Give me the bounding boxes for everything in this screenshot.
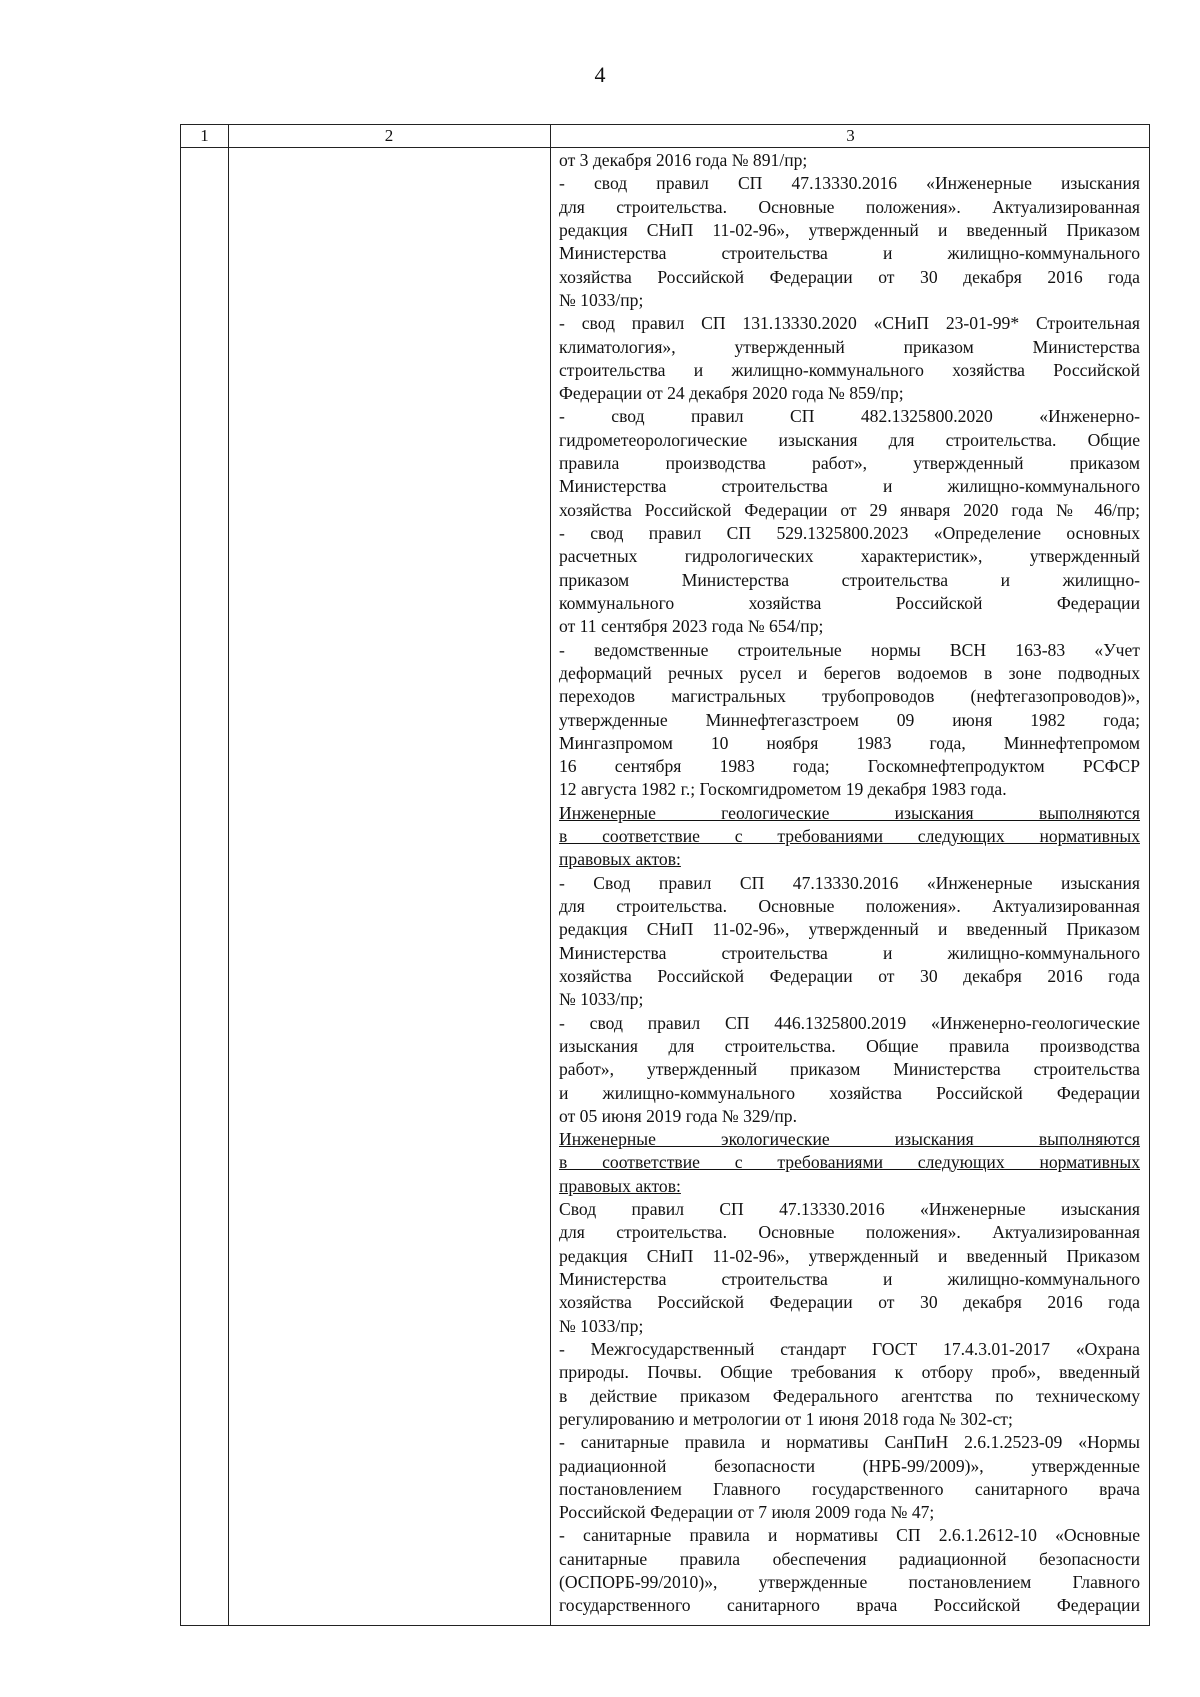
text-line: Министерства строительства и жилищно-коммунального — [559, 942, 1140, 963]
column-3-content — [559, 149, 1140, 1618]
column-divider — [550, 125, 551, 1625]
text-line: от 05 июня 2019 года № 329/пр. — [559, 1105, 797, 1126]
text-line: Свод правил СП 47.13330.2016 «Инженерные изыскания — [559, 1199, 1140, 1220]
text-line: Инженерные геологические изыскания выполняются — [559, 802, 1140, 823]
text-line: приказом Министерства строительства и жилищно- — [559, 569, 1140, 590]
column-header-3: 3 — [846, 126, 855, 145]
column-header-1: 1 — [200, 126, 209, 145]
text-line: Министерства строительства и жилищно-коммунального — [559, 243, 1140, 264]
text-line: правовых актов: — [559, 849, 681, 870]
text-line: гидрометеорологические изыскания для строительства. Общие — [559, 429, 1140, 450]
text-line: № 1033/пр; — [559, 289, 644, 310]
text-line: для строительства. Основные положения». Актуализированная — [559, 1222, 1140, 1243]
text-line: правовых актов: — [559, 1175, 681, 1196]
text-line: Мингазпромом 10 ноября 1983 года, Миннефтепромом — [559, 732, 1140, 753]
text-line: регулированию и метрологии от 1 июня 2018 года № 302-ст; — [559, 1408, 1013, 1429]
header-divider — [181, 147, 1149, 148]
text-line: № 1033/пр; — [559, 989, 644, 1010]
text-line: строительства и жилищно-коммунального хозяйства Российской — [559, 359, 1140, 380]
text-line: № 1033/пр; — [559, 1315, 644, 1336]
text-line: Инженерные экологические изыскания выполняются — [559, 1129, 1140, 1150]
document-table — [180, 124, 1150, 1626]
text-line: хозяйства Российской Федерации от 30 декабря 2016 года — [559, 1292, 1140, 1313]
text-line: в соответствие с требованиями следующих нормативных — [559, 1152, 1140, 1173]
page-number: 4 — [594, 62, 606, 87]
text-line: переходов магистральных трубопроводов (нефтегазопроводов)», — [559, 686, 1140, 707]
text-line: - санитарные правила и нормативы СанПиН 2.6.1.2523-09 «Нормы — [559, 1432, 1140, 1453]
column-header-2: 2 — [384, 126, 394, 145]
text-line: и жилищно-коммунального хозяйства Российской Федерации — [559, 1082, 1140, 1103]
text-line: в соответствие с требованиями следующих нормативных — [559, 826, 1140, 847]
text-line: - свод правил СП 446.1325800.2019 «Инженерно-геологические — [559, 1012, 1140, 1033]
text-line: хозяйства Российской Федерации от 29 января 2020 года № 46/пр; — [559, 499, 1140, 520]
text-line: - санитарные правила и нормативы СП 2.6.1.2612-10 «Основные — [559, 1525, 1140, 1546]
text-line: (ОСПОРБ-99/2010)», утвержденные постановлением Главного — [559, 1572, 1140, 1593]
text-line: расчетных гидрологических характеристик», утвержденный — [559, 546, 1140, 567]
text-line: для строительства. Основные положения». Актуализированная — [559, 896, 1140, 916]
text-line: редакция СНиП 11-02-96», утвержденный и введенный Приказом — [559, 919, 1140, 940]
text-line: редакция СНиП 11-02-96», утвержденный и введенный Приказом — [559, 219, 1140, 240]
text-line: природы. Почвы. Общие требования к отбору проб», введенный — [559, 1362, 1140, 1383]
text-line: хозяйства Российской Федерации от 30 декабря 2016 года — [559, 965, 1140, 986]
text-line: правила производства работ», утвержденный приказом — [559, 453, 1140, 474]
text-line: деформаций речных русел и берегов водоемов в зоне подводных — [559, 662, 1140, 683]
text-line: редакция СНиП 11-02-96», утвержденный и введенный Приказом — [559, 1245, 1140, 1266]
text-line: изыскания для строительства. Общие правила производства — [559, 1035, 1140, 1056]
text-line: - ведомственные строительные нормы ВСН 163-83 «Учет — [559, 639, 1140, 660]
text-line: хозяйства Российской Федерации от 30 декабря 2016 года — [559, 266, 1140, 287]
text-line: климатология», утвержденный приказом Министерства — [559, 336, 1140, 357]
text-line: Российской Федерации от 7 июля 2009 года № 47; — [559, 1502, 935, 1523]
text-line: санитарные правила обеспечения радиационной безопасности — [559, 1548, 1140, 1569]
column-divider — [228, 125, 229, 1625]
text-line: в действие приказом Федерального агентства по техническому — [559, 1385, 1140, 1406]
text-line: радиационной безопасности (НРБ-99/2009)», утвержденные — [559, 1455, 1140, 1476]
text-line: работ», утвержденный приказом Министерства строительства — [559, 1059, 1140, 1080]
text-line: Федерации от 24 декабря 2020 года № 859/пр; — [559, 383, 904, 404]
text-line: 12 августа 1982 г.; Госкомгидрометом 19 декабря 1983 года. — [559, 779, 1007, 800]
text-line: 16 сентября 1983 года; Госкомнефтепродуктом РСФСР — [559, 756, 1140, 777]
text-line: Министерства строительства и жилищно-коммунального — [559, 1269, 1140, 1289]
text-line: от 11 сентября 2023 года № 654/пр; — [559, 616, 824, 637]
text-line: - свод правил СП 47.13330.2016 «Инженерные изыскания — [559, 173, 1140, 194]
text-line: - свод правил СП 131.13330.2020 «СНиП 23-01-99* Строительная — [559, 313, 1140, 334]
text-line: утвержденные Миннефтегазстроем 09 июня 1982 года; — [559, 709, 1140, 730]
text-line: - Межгосударственный стандарт ГОСТ 17.4.3.01-2017 «Охрана — [559, 1338, 1140, 1359]
text-line: - Свод правил СП 47.13330.2016 «Инженерные изыскания — [559, 872, 1140, 893]
text-line: - свод правил СП 482.1325800.2020 «Инженерно- — [559, 406, 1140, 427]
text-line: - свод правил СП 529.1325800.2023 «Определение основных — [559, 523, 1140, 543]
text-line: государственного санитарного врача Российской Федерации — [559, 1595, 1140, 1616]
text-line: постановлением Главного государственного санитарного врача — [559, 1478, 1140, 1499]
text-line: от 3 декабря 2016 года № 891/пр; — [559, 150, 808, 170]
text-line: коммунального хозяйства Российской Федерации — [559, 592, 1140, 613]
text-line: Министерства строительства и жилищно-коммунального — [559, 476, 1140, 497]
text-line: для строительства. Основные положения». Актуализированная — [559, 196, 1140, 217]
